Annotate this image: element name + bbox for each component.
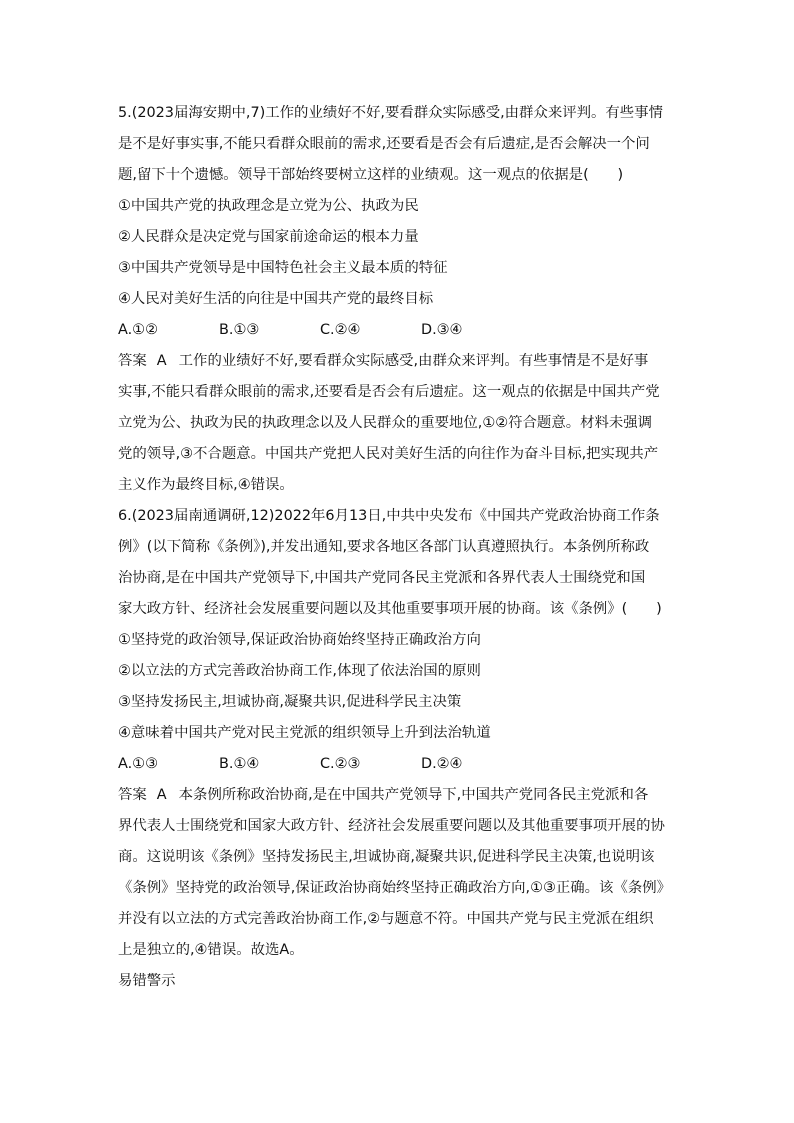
explanation-line: 商。这说明该《条例》坚持发扬民主,坦诚协商,凝聚共识,促进科学民主决策,也说明该 bbox=[118, 849, 655, 865]
option-c: C.②③ bbox=[320, 756, 361, 772]
explanation-line: 主义作为最终目标,④错误。 bbox=[118, 477, 294, 493]
question-6 bbox=[118, 501, 690, 966]
question-stem-line: 6.(2023届南通调研,12)2022年6月13日,中共中央发布《中国共产党政治协商工作条 bbox=[118, 508, 660, 524]
section-heading: 易错警示 bbox=[118, 973, 176, 989]
explanation-text: 本条例所称政治协商,是在中国共产党领导下,中国共产党同各民主党派和各 bbox=[178, 787, 649, 803]
answer-explanation-line bbox=[118, 346, 690, 377]
question-5 bbox=[118, 98, 690, 501]
statement-3: ③中国共产党领导是中国特色社会主义最本质的特征 bbox=[118, 260, 448, 276]
option-d: D.③④ bbox=[421, 322, 463, 338]
statement-4: ④人民对美好生活的向往是中国共产党的最终目标 bbox=[118, 291, 434, 307]
document-page bbox=[118, 98, 690, 997]
answer-options bbox=[118, 749, 690, 780]
explanation-line: 并没有以立法的方式完善政治协商工作,②与题意不符。中国共产党与民主党派在组织 bbox=[118, 911, 654, 927]
option-c: C.②④ bbox=[320, 322, 361, 338]
option-b: B.①④ bbox=[219, 756, 260, 772]
statement-2: ②人民群众是决定党与国家前途命运的根本力量 bbox=[118, 229, 419, 245]
statement-2: ②以立法的方式完善政治协商工作,体现了依法治国的原则 bbox=[118, 663, 481, 679]
question-stem-line: 题,留下十个遗憾。领导干部始终要树立这样的业绩观。这一观点的依据是( ) bbox=[118, 167, 624, 183]
explanation-line: 上是独立的,④错误。故选A。 bbox=[118, 942, 304, 958]
explanation-line: 界代表人士围绕党和国家大政方针、经济社会发展重要问题以及其他重要事项开展的协 bbox=[118, 818, 665, 834]
option-d: D.②④ bbox=[421, 756, 463, 772]
explanation-text: 工作的业绩好不好,要看群众实际感受,由群众来评判。有些事情是不是好事 bbox=[178, 353, 649, 369]
question-stem-line: 治协商,是在中国共产党领导下,中国共产党同各民主党派和各界代表人士围绕党和国 bbox=[118, 570, 646, 586]
statement-1: ①坚持党的政治领导,保证政治协商始终坚持正确政治方向 bbox=[118, 632, 481, 648]
answer-label: 答案 bbox=[118, 787, 147, 803]
question-stem-line: 5.(2023届海安期中,7)工作的业绩好不好,要看群众实际感受,由群众来评判。有些事情 bbox=[118, 105, 663, 121]
answer-label: 答案 bbox=[118, 353, 147, 369]
explanation-line: 《条例》坚持党的政治领导,保证政治协商始终坚持正确政治方向,①③正确。该《条例》 bbox=[118, 880, 672, 896]
statement-3: ③坚持发扬民主,坦诚协商,凝聚共识,促进科学民主决策 bbox=[118, 694, 462, 710]
answer-explanation-line bbox=[118, 780, 690, 811]
option-b: B.①③ bbox=[219, 322, 260, 338]
explanation-line: 立党为公、执政为民的执政理念以及人民群众的重要地位,①②符合题意。材料未强调 bbox=[118, 415, 653, 431]
explanation-line: 实事,不能只看群众眼前的需求,还要看是否会有后遗症。这一观点的依据是中国共产党 bbox=[118, 384, 660, 400]
question-stem-line: 是不是好事实事,不能只看群众眼前的需求,还要看是否会有后遗症,是否会解决一个问 bbox=[118, 136, 650, 152]
question-stem-line: 家大政方针、经济社会发展重要问题以及其他重要事项开展的协商。该《条例》( ) bbox=[118, 601, 662, 617]
option-a: A.①② bbox=[118, 322, 158, 338]
statement-1: ①中国共产党的执政理念是立党为公、执政为民 bbox=[118, 198, 419, 214]
explanation-line: 党的领导,③不合题意。中国共产党把人民对美好生活的向往作为奋斗目标,把实现共产 bbox=[118, 446, 659, 462]
answer-key: A bbox=[156, 353, 167, 369]
answer-options bbox=[118, 315, 690, 346]
answer-key: A bbox=[156, 787, 167, 803]
statement-4: ④意味着中国共产党对民主党派的组织领导上升到法治轨道 bbox=[118, 725, 491, 741]
option-a: A.①③ bbox=[118, 756, 158, 772]
question-stem-line: 例》(以下简称《条例》),并发出通知,要求各地区各部门认真遵照执行。本条例所称政 bbox=[118, 539, 650, 555]
